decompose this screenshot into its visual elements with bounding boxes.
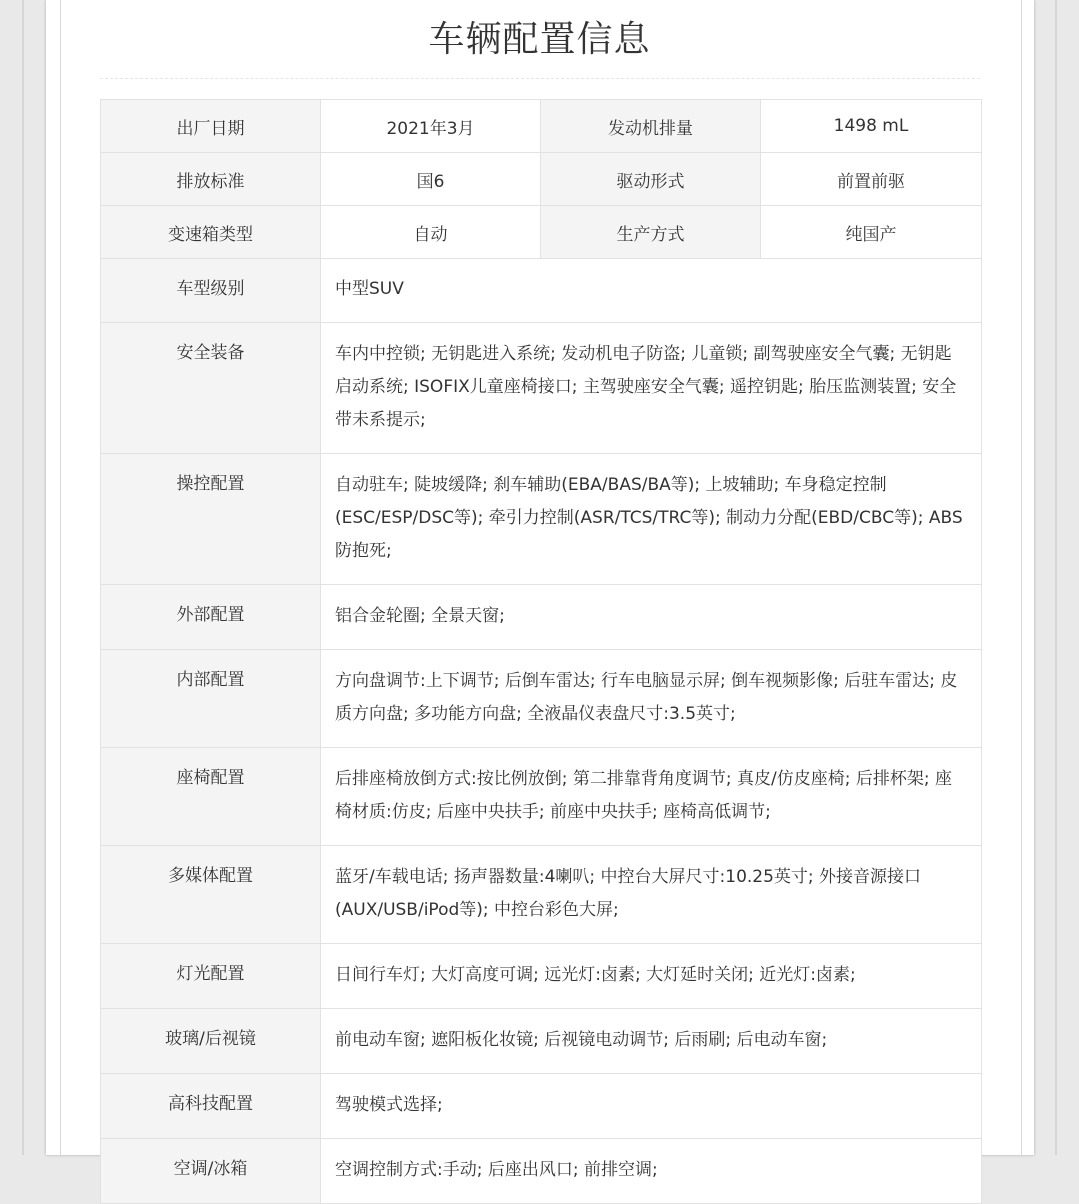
spec-label: 操控配置 [101,454,321,585]
title-divider [100,78,980,79]
spec-row-ac-fridge [101,1139,982,1204]
spec-value: 纯国产 [761,206,982,259]
spec-label: 玻璃/后视镜 [101,1009,321,1074]
spec-value: 驾驶模式选择; [321,1074,982,1139]
spec-row-exterior [101,585,982,650]
spec-label: 车型级别 [101,259,321,323]
spec-label: 发动机排量 [541,100,761,153]
spec-label: 座椅配置 [101,748,321,846]
spec-value: 方向盘调节:上下调节; 后倒车雷达; 行车电脑显示屏; 倒车视频影像; 后驻车雷达; 皮质方向盘; 多功能方向盘; 全液晶仪表盘尺寸:3.5英寸; [321,650,982,748]
spec-row-lighting [101,944,982,1009]
spec-value: 国6 [321,153,541,206]
spec-value: 蓝牙/车载电话; 扬声器数量:4喇叭; 中控台大屏尺寸:10.25英寸; 外接音源接口(AUX/USB/iPod等); 中控台彩色大屏; [321,846,982,944]
spec-value: 铝合金轮圈; 全景天窗; [321,585,982,650]
spec-grid-row [101,153,982,206]
spec-label: 多媒体配置 [101,846,321,944]
spec-value: 中型SUV [321,259,982,323]
spec-row-glass-mirrors [101,1009,982,1074]
spec-label: 高科技配置 [101,1074,321,1139]
spec-label: 驱动形式 [541,153,761,206]
spec-row-interior [101,650,982,748]
spec-value: 空调控制方式:手动; 后座出风口; 前排空调; [321,1139,982,1204]
spec-row-vehicle-class [101,259,982,323]
spec-value: 日间行车灯; 大灯高度可调; 远光灯:卤素; 大灯延时关闭; 近光灯:卤素; [321,944,982,1009]
spec-row-multimedia [101,846,982,944]
spec-label: 安全装备 [101,323,321,454]
spec-label: 空调/冰箱 [101,1139,321,1204]
spec-value: 自动驻车; 陡坡缓降; 刹车辅助(EBA/BAS/BA等); 上坡辅助; 车身稳定控制(ESC/ESP/DSC等); 牵引力控制(ASR/TCS/TRC等); 制动力分配(EBD/CBC等); ABS防抱死; [321,454,982,585]
spec-label: 生产方式 [541,206,761,259]
page-title: 车辆配置信息 [428,19,651,60]
spec-value: 2021年3月 [321,100,541,153]
spec-label: 灯光配置 [101,944,321,1009]
page-frame-right [1055,0,1057,1155]
spec-label: 内部配置 [101,650,321,748]
spec-row-seats [101,748,982,846]
spec-value: 后排座椅放倒方式:按比例放倒; 第二排靠背角度调节; 真皮/仿皮座椅; 后排杯架; 座椅材质:仿皮; 后座中央扶手; 前座中央扶手; 座椅高低调节; [321,748,982,846]
spec-grid-row [101,206,982,259]
spec-label: 排放标准 [101,153,321,206]
spec-value: 前电动车窗; 遮阳板化妆镜; 后视镜电动调节; 后雨刷; 后电动车窗; [321,1009,982,1074]
spec-label: 出厂日期 [101,100,321,153]
spec-row-hightech [101,1074,982,1139]
spec-label: 外部配置 [101,585,321,650]
spec-grid-row [101,100,982,153]
spec-row-handling [101,454,982,585]
spec-row-safety [101,323,982,454]
spec-value: 车内中控锁; 无钥匙进入系统; 发动机电子防盗; 儿童锁; 副驾驶座安全气囊; 无钥匙启动系统; ISOFIX儿童座椅接口; 主驾驶座安全气囊; 遥控钥匙; 胎压监测装置; 安全带未系提示; [321,323,982,454]
spec-value: 1498 mL [761,100,982,153]
spec-value: 自动 [321,206,541,259]
spec-label: 变速箱类型 [101,206,321,259]
spec-table [100,99,982,1204]
page-frame-left [22,0,24,1155]
spec-value: 前置前驱 [761,153,982,206]
